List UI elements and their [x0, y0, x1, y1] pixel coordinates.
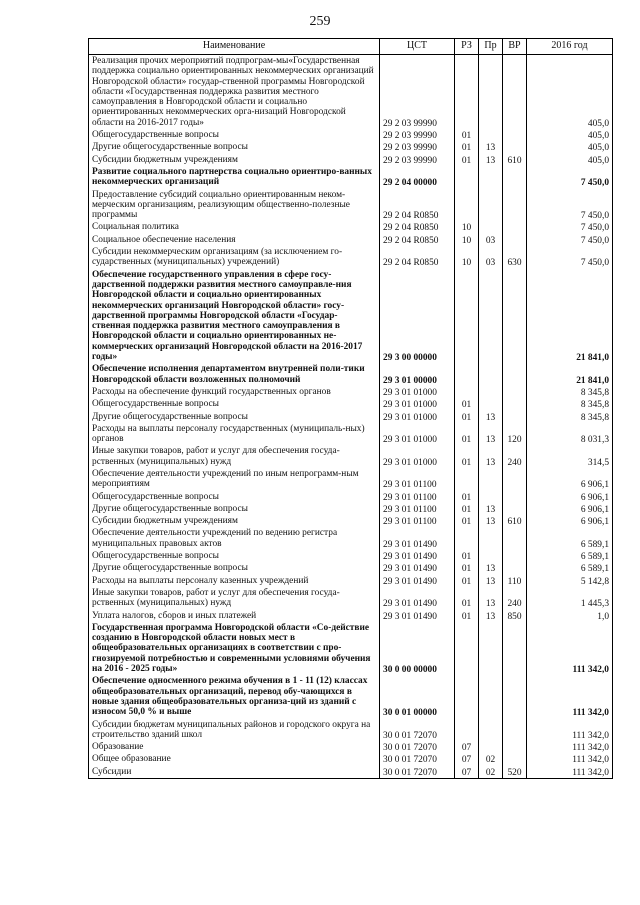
row-name: Реализация прочих мероприятий подпрограм-мы«Государственная поддержка социально ориентированных некоммерческих организаций Новгородской области» государ-ственной программы Новгородской области «Государственная поддержка развития местного самоуправления в Новгородской области и социально ориентированных некоммерческих орга-низаций Новгородской области на 2016-2017 годы» [89, 55, 380, 130]
row-sum: 1,0 [527, 610, 613, 622]
header-vr: ВР [503, 39, 527, 55]
row-sum: 6 906,1 [527, 468, 613, 491]
row-cst: 29 3 01 01100 [380, 515, 455, 527]
row-cst: 29 2 04 00000 [380, 166, 455, 189]
row-name: Расходы на выплаты персоналу казенных учреждений [89, 575, 380, 587]
row-rz: 01 [455, 503, 479, 515]
row-cst: 29 3 01 01000 [380, 445, 455, 468]
row-sum: 6 589,1 [527, 527, 613, 550]
table-row [89, 246, 613, 269]
row-name: Обеспечение односменного режима обучения в 1 - 11 (12) классах общеобразовательных организаций, перевод обу-чающихся в новые здания общеобразовательных организа-ций из зданий с износом 50,0 % и выше [89, 675, 380, 718]
row-vr [503, 675, 527, 718]
table-row [89, 675, 613, 718]
table-row [89, 445, 613, 468]
row-rz: 10 [455, 246, 479, 269]
row-sum: 111 342,0 [527, 753, 613, 765]
row-rz [455, 468, 479, 491]
row-name: Другие общегосударственные вопросы [89, 562, 380, 574]
row-rz: 10 [455, 234, 479, 246]
row-sum: 7 450,0 [527, 221, 613, 233]
row-pr: 13 [479, 610, 503, 622]
budget-table [88, 38, 613, 779]
table-row [89, 622, 613, 675]
row-name: Субсидии некоммерческим организациям (за исключением го-сударственных (муниципальных) учреждений) [89, 246, 380, 269]
row-pr [479, 398, 503, 410]
row-rz: 01 [455, 587, 479, 610]
row-rz: 01 [455, 550, 479, 562]
row-pr [479, 386, 503, 398]
row-cst: 30 0 01 72070 [380, 719, 455, 742]
row-pr [479, 166, 503, 189]
row-sum: 7 450,0 [527, 246, 613, 269]
table-row [89, 398, 613, 410]
row-vr: 110 [503, 575, 527, 587]
table-row [89, 562, 613, 574]
table-row [89, 141, 613, 153]
row-name: Общегосударственные вопросы [89, 398, 380, 410]
row-cst: 29 3 01 00000 [380, 363, 455, 386]
row-cst: 29 3 01 01490 [380, 562, 455, 574]
row-vr: 520 [503, 766, 527, 779]
row-sum: 21 841,0 [527, 363, 613, 386]
row-vr: 850 [503, 610, 527, 622]
row-sum: 21 841,0 [527, 269, 613, 364]
table-row [89, 575, 613, 587]
row-sum: 6 906,1 [527, 491, 613, 503]
row-cst: 29 2 04 R0850 [380, 234, 455, 246]
row-cst: 29 3 01 01490 [380, 550, 455, 562]
row-pr: 13 [479, 575, 503, 587]
row-pr [479, 129, 503, 141]
row-rz: 07 [455, 741, 479, 753]
row-pr: 13 [479, 141, 503, 153]
row-cst: 29 3 01 01100 [380, 503, 455, 515]
row-name: Образование [89, 741, 380, 753]
row-sum: 111 342,0 [527, 675, 613, 718]
table-row [89, 189, 613, 222]
header-year: 2016 год [527, 39, 613, 55]
row-sum: 8 345,8 [527, 386, 613, 398]
row-pr [479, 221, 503, 233]
table-row [89, 515, 613, 527]
header-cst: ЦСТ [380, 39, 455, 55]
row-rz [455, 675, 479, 718]
row-rz [455, 622, 479, 675]
header-pr: Пр [479, 39, 503, 55]
row-sum: 6 906,1 [527, 503, 613, 515]
row-vr [503, 234, 527, 246]
table-row [89, 221, 613, 233]
row-vr [503, 141, 527, 153]
row-pr: 13 [479, 562, 503, 574]
row-rz [455, 55, 479, 130]
row-vr [503, 468, 527, 491]
row-rz: 01 [455, 423, 479, 446]
table-row [89, 491, 613, 503]
row-cst: 29 2 03 99990 [380, 129, 455, 141]
row-pr: 13 [479, 154, 503, 166]
row-name: Субсидии бюджетам муниципальных районов и городского округа на строительство зданий школ [89, 719, 380, 742]
row-name: Обеспечение государственного управления в сфере госу-дарственной поддержки развития местного самоуправле-ния Новгородской области и социально ориентированных некоммерческих организаций Новгородской области» госу-дарственной программы Новгородской области «Государ-ственная поддержка развития местного самоуправления в Новгородской области и социально ориентированных не-коммерческих организаций Новгородской области на 2016-2017 годы» [89, 269, 380, 364]
row-rz: 01 [455, 575, 479, 587]
row-sum: 111 342,0 [527, 622, 613, 675]
row-name: Расходы на обеспечение функций государственных органов [89, 386, 380, 398]
row-pr [479, 269, 503, 364]
table-row [89, 550, 613, 562]
row-rz: 01 [455, 562, 479, 574]
row-pr [479, 741, 503, 753]
table-row [89, 269, 613, 364]
row-name: Общегосударственные вопросы [89, 491, 380, 503]
header-name: Наименование [89, 39, 380, 55]
row-rz: 01 [455, 141, 479, 153]
row-pr [479, 468, 503, 491]
row-pr: 13 [479, 587, 503, 610]
row-name: Иные закупки товаров, работ и услуг для обеспечения госуда-рственных (муниципальных) нужд [89, 587, 380, 610]
row-name: Субсидии бюджетным учреждениям [89, 515, 380, 527]
row-cst: 29 3 01 01000 [380, 398, 455, 410]
row-sum: 6 589,1 [527, 562, 613, 574]
row-pr [479, 189, 503, 222]
row-pr [479, 622, 503, 675]
row-pr [479, 363, 503, 386]
row-sum: 8 345,8 [527, 398, 613, 410]
row-cst: 30 0 01 72070 [380, 753, 455, 765]
table-row [89, 166, 613, 189]
row-rz [455, 189, 479, 222]
row-cst: 29 3 01 01100 [380, 468, 455, 491]
row-cst: 29 3 01 01000 [380, 423, 455, 446]
row-sum: 405,0 [527, 141, 613, 153]
row-name: Государственная программа Новгородской области «Со-действие созданию в Новгородской области новых мест в общеобразовательных организациях в соответствии с про-гнозируемой потребностью и современными условиями обучения на 2016 - 2025 годы» [89, 622, 380, 675]
table-row [89, 753, 613, 765]
row-rz: 01 [455, 398, 479, 410]
row-sum: 405,0 [527, 129, 613, 141]
row-pr: 13 [479, 515, 503, 527]
row-cst: 29 2 03 99990 [380, 55, 455, 130]
row-name: Предоставление субсидий социально ориентированным неком-мерческим организациям, реализующим общественно-полезные программы [89, 189, 380, 222]
row-cst: 29 2 03 99990 [380, 154, 455, 166]
row-name: Общегосударственные вопросы [89, 129, 380, 141]
row-rz: 01 [455, 515, 479, 527]
row-cst: 29 2 03 99990 [380, 141, 455, 153]
row-sum: 1 445,3 [527, 587, 613, 610]
row-rz [455, 269, 479, 364]
row-vr [503, 741, 527, 753]
table-row [89, 423, 613, 446]
row-name: Другие общегосударственные вопросы [89, 141, 380, 153]
row-cst: 29 2 04 R0850 [380, 246, 455, 269]
row-pr: 13 [479, 503, 503, 515]
table-row [89, 503, 613, 515]
row-pr: 13 [479, 423, 503, 446]
row-name: Обеспечение исполнения департаментом внутренней поли-тики Новгородской области возложенных полномочий [89, 363, 380, 386]
row-name: Общее образование [89, 753, 380, 765]
table-row [89, 55, 613, 130]
row-vr [503, 221, 527, 233]
row-cst: 30 0 00 00000 [380, 622, 455, 675]
row-name: Социальное обеспечение населения [89, 234, 380, 246]
row-rz: 10 [455, 221, 479, 233]
row-pr [479, 491, 503, 503]
table-row [89, 468, 613, 491]
row-vr [503, 269, 527, 364]
row-vr [503, 719, 527, 742]
row-vr [503, 129, 527, 141]
row-cst: 29 3 01 01490 [380, 575, 455, 587]
row-vr [503, 550, 527, 562]
row-sum: 405,0 [527, 154, 613, 166]
row-rz: 01 [455, 411, 479, 423]
table-row [89, 766, 613, 779]
row-rz: 07 [455, 753, 479, 765]
row-rz: 01 [455, 129, 479, 141]
row-pr: 13 [479, 411, 503, 423]
table-row [89, 129, 613, 141]
row-vr [503, 503, 527, 515]
table-row [89, 741, 613, 753]
row-vr [503, 386, 527, 398]
row-vr: 240 [503, 445, 527, 468]
row-cst: 29 2 04 R0850 [380, 221, 455, 233]
row-sum: 314,5 [527, 445, 613, 468]
row-pr [479, 550, 503, 562]
row-sum: 7 450,0 [527, 166, 613, 189]
row-rz: 01 [455, 491, 479, 503]
row-pr: 02 [479, 766, 503, 779]
page-number: 259 [309, 14, 331, 29]
row-name: Другие общегосударственные вопросы [89, 503, 380, 515]
row-cst: 30 0 01 00000 [380, 675, 455, 718]
row-rz [455, 719, 479, 742]
row-cst: 29 2 04 R0850 [380, 189, 455, 222]
row-vr [503, 363, 527, 386]
row-vr [503, 527, 527, 550]
row-cst: 29 3 00 00000 [380, 269, 455, 364]
row-vr [503, 622, 527, 675]
row-vr [503, 55, 527, 130]
table-row [89, 363, 613, 386]
row-name: Другие общегосударственные вопросы [89, 411, 380, 423]
row-sum: 111 342,0 [527, 719, 613, 742]
row-sum: 8 031,3 [527, 423, 613, 446]
row-name: Развитие социального партнерства социально ориентиро-ванных некоммерческих организаций [89, 166, 380, 189]
row-vr: 610 [503, 154, 527, 166]
row-rz: 07 [455, 766, 479, 779]
row-vr [503, 411, 527, 423]
row-rz [455, 386, 479, 398]
row-cst: 29 3 01 01490 [380, 610, 455, 622]
row-sum: 111 342,0 [527, 741, 613, 753]
row-sum: 6 906,1 [527, 515, 613, 527]
row-cst: 29 3 01 01490 [380, 587, 455, 610]
row-vr [503, 753, 527, 765]
row-pr: 02 [479, 753, 503, 765]
row-sum: 7 450,0 [527, 234, 613, 246]
row-vr [503, 398, 527, 410]
row-name: Обеспечение деятельности учреждений по иным непрограмм-ным мероприятиям [89, 468, 380, 491]
table-row [89, 719, 613, 742]
row-pr: 13 [479, 445, 503, 468]
table-row [89, 587, 613, 610]
row-pr: 03 [479, 246, 503, 269]
row-cst: 29 3 01 01000 [380, 411, 455, 423]
row-sum: 6 589,1 [527, 550, 613, 562]
row-cst: 29 3 01 01490 [380, 527, 455, 550]
row-sum: 5 142,8 [527, 575, 613, 587]
row-cst: 30 0 01 72070 [380, 741, 455, 753]
row-pr [479, 55, 503, 130]
row-name: Субсидии бюджетным учреждениям [89, 154, 380, 166]
row-name: Субсидии [89, 766, 380, 779]
row-name: Социальная политика [89, 221, 380, 233]
table-row [89, 234, 613, 246]
row-pr: 03 [479, 234, 503, 246]
row-rz [455, 363, 479, 386]
row-name: Иные закупки товаров, работ и услуг для обеспечения госуда-рственных (муниципальных) нужд [89, 445, 380, 468]
row-name: Обеспечение деятельности учреждений по ведению регистра муниципальных правовых актов [89, 527, 380, 550]
row-sum: 111 342,0 [527, 766, 613, 779]
row-sum: 7 450,0 [527, 189, 613, 222]
row-name: Расходы на выплаты персоналу государственных (муниципаль-ных) органов [89, 423, 380, 446]
header-rz: РЗ [455, 39, 479, 55]
row-name: Уплата налогов, сборов и иных платежей [89, 610, 380, 622]
row-cst: 30 0 01 72070 [380, 766, 455, 779]
row-rz: 01 [455, 154, 479, 166]
row-vr [503, 166, 527, 189]
row-vr [503, 491, 527, 503]
row-vr: 120 [503, 423, 527, 446]
row-vr: 240 [503, 587, 527, 610]
row-cst: 29 3 01 01100 [380, 491, 455, 503]
table-row [89, 411, 613, 423]
table-row [89, 154, 613, 166]
table-row [89, 527, 613, 550]
table-body [89, 55, 613, 779]
row-cst: 29 3 01 01000 [380, 386, 455, 398]
row-pr [479, 527, 503, 550]
table-header [89, 39, 613, 55]
row-vr [503, 562, 527, 574]
row-name: Общегосударственные вопросы [89, 550, 380, 562]
row-pr [479, 675, 503, 718]
row-pr [479, 719, 503, 742]
row-sum: 405,0 [527, 55, 613, 130]
row-rz: 01 [455, 445, 479, 468]
row-rz [455, 166, 479, 189]
row-sum: 8 345,8 [527, 411, 613, 423]
table-row [89, 386, 613, 398]
row-vr: 610 [503, 515, 527, 527]
row-rz: 01 [455, 610, 479, 622]
table-row [89, 610, 613, 622]
row-rz [455, 527, 479, 550]
row-vr [503, 189, 527, 222]
row-vr: 630 [503, 246, 527, 269]
